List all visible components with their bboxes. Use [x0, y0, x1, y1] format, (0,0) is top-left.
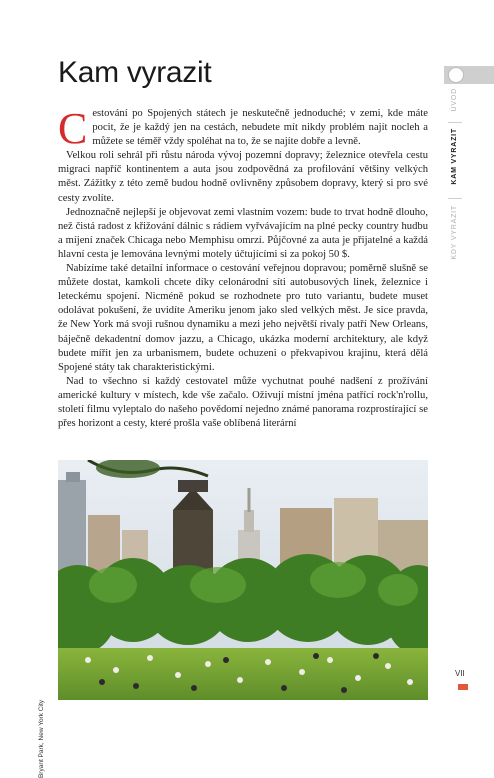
paragraph-5: Nad to všechno si každý cestovatel může vychutnat pouhé nadšení z prožívání americké kultury v místech, kde vše začalo. Oživují místní jména patřící rock'n'rollu, století filmu vyleptalo do našeho povědomí nejedno známé panorama rozprostírající se přes horizont a cesty, které prošla vaše oblíbená literární [58, 375, 428, 430]
tab-uvod[interactable]: ÚVOD [451, 88, 458, 112]
park-photo-illustration [58, 460, 428, 700]
photo-caption: Bryant Park, New York City [38, 700, 45, 778]
paragraph-3: Jednoznačně nejlepší je objevovat zemi vlastním vozem: bude to trvat hodně dlouho, než čistá radost z křižování dálnic s rádiem vyřvávajícím na plné pecky country hudbu a míjení značek Chicaga nebo Memphisu omrzí. Půjčovné za auta je přijatelné a každá hlavní cesta je lemována levnými motely účtujícími si za pokoj 50 $. [58, 206, 428, 260]
article-body [58, 104, 428, 431]
tab-bar [444, 66, 494, 84]
tab-kdy-vyrazit[interactable]: KDY VYRAZIT [451, 205, 458, 260]
page-title: Kam vyrazit [58, 56, 212, 89]
page-number: VII [455, 669, 465, 678]
paragraph-4: Nabízíme také detailní informace o cestování veřejnou dopravou; poměrně slušně se můžete dostat, kamkoli chcete díky celonárodní síti autobusových linek, železnice i leteckému spojení. Nicméně pokud se rozhodnete pro tuto variantu, budete muset odolávat pokušení, že uvidíte Ameriku jenom jako sled velkých měst. Je sice pravda, že New York má svoji rušnou dynamiku a mezi jeho největší rivaly patří New Orleans, báječně dekadentní domov jazzu, a Chicago, ukázka moderní architektury, ale když budete mířit jen za urbanismem, budete ochuzeni o překvapivou krajinu, která dělá Spojené státy tak charakteristickými. [58, 263, 428, 373]
circle-icon [448, 67, 464, 83]
page-marker [458, 684, 468, 690]
paragraph-1-text: estování po Spojených státech je neskutečně jednoduché; v zemi, kde máte pocit, že je každý jen na cestách, nebudete mít nikdy problém najít nocleh a můžete se téměř vždy spoléhat na to, že se najíte dobře a levně. [92, 108, 428, 148]
drop-cap: C [58, 104, 88, 153]
paragraph-1 [58, 104, 428, 153]
tab-divider [448, 198, 462, 199]
park-photo [58, 460, 428, 700]
tab-kam-vyrazit[interactable]: KAM VYRAZIT [451, 128, 458, 185]
paragraph-2: Velkou roli sehrál při růstu národa vývoj pozemní dopravy; železnice otevřela cestu migraci napříč kontinentem a auta jsou zodpovědná za profilování většiny velkých měst. Zážitky z této země budou hodně ovlivněny způsobem dopravy, který si pro své cesty zvolíte. [58, 150, 428, 204]
tab-divider [448, 122, 462, 123]
